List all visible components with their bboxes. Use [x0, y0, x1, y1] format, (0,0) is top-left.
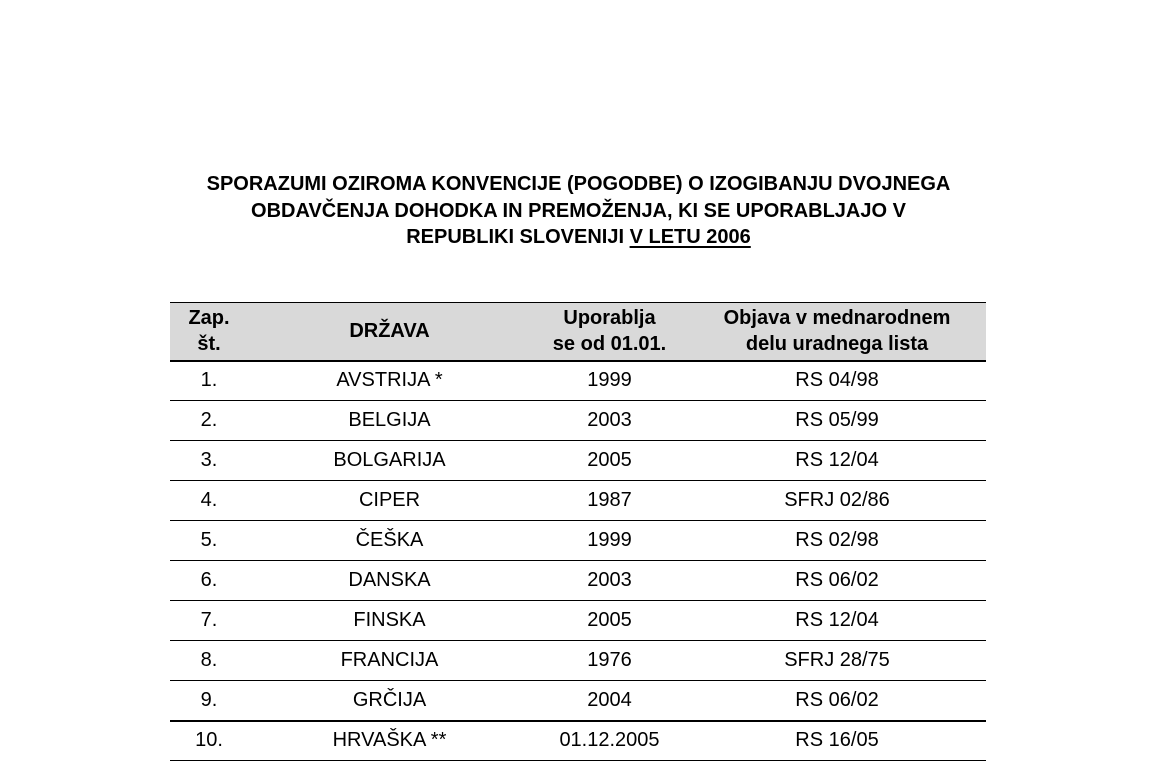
cell-applied: 1999 [531, 361, 688, 401]
cell-applied: 2003 [531, 561, 688, 601]
cell-applied: 2005 [531, 441, 688, 481]
cell-gazette: SFRJ 02/86 [688, 481, 986, 521]
cell-gazette: SFRJ 28/75 [688, 641, 986, 681]
table-row [170, 561, 986, 601]
header-applied-line1: Uporablja [563, 307, 656, 330]
header-gazette [688, 303, 986, 361]
cell-country: FRANCIJA [248, 641, 531, 681]
cell-applied: 1976 [531, 641, 688, 681]
table-row [170, 361, 986, 401]
cell-no: 4. [170, 481, 248, 521]
cell-applied: 1999 [531, 521, 688, 561]
cell-gazette: RS 06/02 [688, 681, 986, 721]
document-title [0, 171, 1157, 251]
cell-gazette: RS 02/98 [688, 521, 986, 561]
cell-applied: 1987 [531, 481, 688, 521]
table-row [170, 481, 986, 521]
cell-applied: 2003 [531, 401, 688, 441]
cell-no: 8. [170, 641, 248, 681]
title-line-2: OBDAVČENJA DOHODKA IN PREMOŽENJA, KI SE UPORABLJAJO V [251, 199, 906, 222]
header-no-line1: Zap. [188, 307, 230, 330]
cell-country: AVSTRIJA * [248, 361, 531, 401]
cell-no: 7. [170, 601, 248, 641]
cell-no: 6. [170, 561, 248, 601]
cell-gazette: RS 12/04 [688, 441, 986, 481]
table-row [170, 601, 986, 641]
header-applied-line2: se od 01.01. [552, 333, 667, 356]
table-row [170, 641, 986, 681]
cell-country: CIPER [248, 481, 531, 521]
table-row [170, 521, 986, 561]
header-gazette-line2: delu uradnega lista [745, 333, 929, 356]
table-row [170, 721, 986, 761]
cell-no: 9. [170, 681, 248, 721]
cell-country: ČEŠKA [248, 521, 531, 561]
cell-country: BELGIJA [248, 401, 531, 441]
cell-no: 1. [170, 361, 248, 401]
cell-gazette: RS 06/02 [688, 561, 986, 601]
header-no-line2: št. [197, 333, 221, 356]
cell-no: 5. [170, 521, 248, 561]
cell-applied: 2004 [531, 681, 688, 721]
table-row [170, 441, 986, 481]
title-line-3 [0, 224, 1157, 251]
cell-country: DANSKA [248, 561, 531, 601]
header-gazette-line1: Objava v mednarodnem [723, 307, 951, 330]
agreements-table [170, 302, 986, 761]
title-line-3-text: REPUBLIKI SLOVENIJI [406, 226, 625, 248]
title-year-underlined: V LETU 2006 [629, 226, 751, 248]
table-row [170, 681, 986, 721]
cell-applied: 01.12.2005 [531, 721, 688, 761]
cell-gazette: RS 04/98 [688, 361, 986, 401]
header-no [170, 303, 248, 361]
cell-applied: 2005 [531, 601, 688, 641]
cell-country: HRVAŠKA ** [248, 721, 531, 761]
cell-country: FINSKA [248, 601, 531, 641]
table-row [170, 401, 986, 441]
cell-country: BOLGARIJA [248, 441, 531, 481]
cell-no: 2. [170, 401, 248, 441]
title-line-1: SPORAZUMI OZIROMA KONVENCIJE (POGODBE) O IZOGIBANJU DVOJNEGA [206, 173, 951, 195]
cell-gazette: RS 05/99 [688, 401, 986, 441]
header-country: DRŽAVA [248, 303, 531, 361]
cell-country: GRČIJA [248, 681, 531, 721]
cell-gazette: RS 12/04 [688, 601, 986, 641]
cell-gazette: RS 16/05 [688, 721, 986, 761]
header-applied [531, 303, 688, 361]
cell-no: 10. [170, 721, 248, 761]
table-header-row [170, 303, 986, 361]
cell-no: 3. [170, 441, 248, 481]
